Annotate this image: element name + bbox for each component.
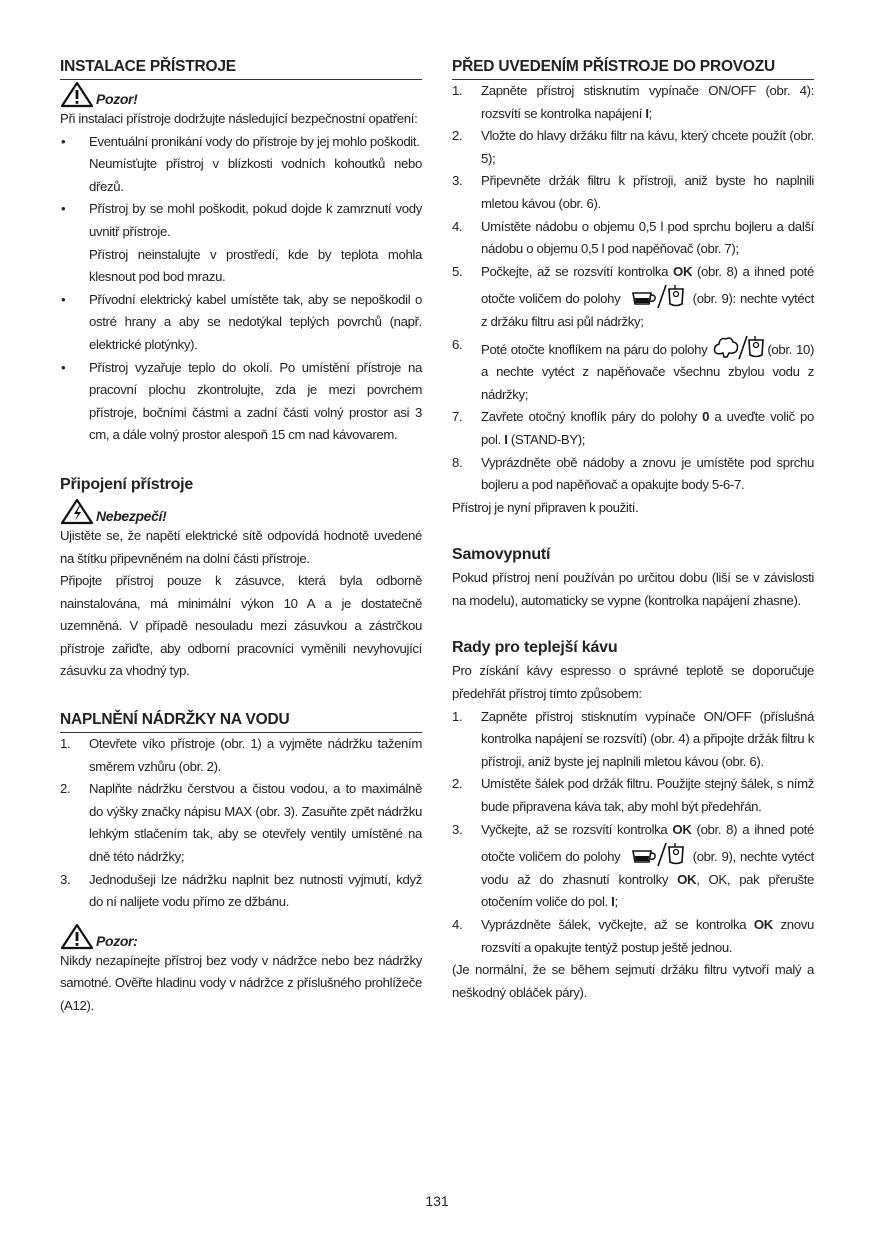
auto-off-heading: Samovypnutí xyxy=(452,546,551,564)
step-text: Vyprázdněte šálek, vyčkejte, až se kontrolka xyxy=(481,917,754,932)
step-text: (obr. 8) a ihned poté otočte voličem do polohy xyxy=(481,263,814,307)
position-symbol: I xyxy=(504,431,508,447)
step-item xyxy=(452,706,814,774)
ok-indicator-label: OK xyxy=(672,821,692,837)
step-text: znovu rozsvítí a opakujte tentýž postup ještě jednou. xyxy=(481,917,814,955)
step-item xyxy=(60,869,422,914)
step-number: 4. xyxy=(452,218,463,234)
step-text: Umístěte šálek pod držák filtru. Použijte stejný šálek, s nímž bude připravena káva tak, aby mohl být předehřán. xyxy=(481,776,814,815)
bullet-item xyxy=(60,357,422,447)
step-text: Jednodušeji lze nádržku naplnit bez nutnosti vyjmutí, když do ní nalijete vodu přímo ze džbánu. xyxy=(89,871,422,910)
bullet-text: Přístroj neinstalujte v prostředí, kde by teplota mohla klesnout pod bod mrazu. xyxy=(89,246,422,285)
step-text: Zapněte přístroj stisknutím vypínače ON/OFF (obr. 4): rozsvítí se kontrolka napájení xyxy=(481,83,814,121)
step-text: ; xyxy=(614,894,618,910)
step-text: Poté otočte knoflíkem na páru do polohy xyxy=(481,341,708,357)
coffee-cup-selector-icon xyxy=(624,841,688,867)
installation-heading: INSTALACE PŘÍSTROJE xyxy=(60,56,422,80)
step-number: 1. xyxy=(60,736,71,752)
step-number: 1. xyxy=(452,708,463,724)
before-use-steps xyxy=(452,80,814,497)
bullet-item xyxy=(60,198,422,288)
step-text: a uveďte volič po pol. xyxy=(481,409,815,447)
filling-warning xyxy=(60,922,422,950)
warning-label: Pozor! xyxy=(96,91,138,107)
connection-paragraph: Ujistěte se, že napětí elektrické sítě odpovídá hodnotě uvedené na štítku připevněném na dolní části přístroje. xyxy=(60,527,422,566)
filling-warning-text: Nikdy nezapínejte přístroj bez vody v nádržce nebo bez nádržky samotné. Ověřte hladinu vody v nádržce z příslušného prohlížeče (A12). xyxy=(60,952,422,1013)
steam-selector-icon xyxy=(711,334,767,360)
step-text: Vyčkejte, až se rozsvítí kontrolka xyxy=(481,821,673,837)
hotter-intro: Pro získání kávy espresso o správné teplotě se doporučuje předehřát přístroj tímto způsobem: xyxy=(452,663,814,702)
step-item xyxy=(452,914,814,959)
step-item xyxy=(452,125,814,170)
step-item xyxy=(60,778,422,868)
left-column xyxy=(60,56,422,1018)
step-text: (obr. 10) a nechte vytéct z napěňovače všechnu zbylou vodu z nádržky; xyxy=(481,341,814,402)
before-use-heading: PŘED UVEDENÍM PŘÍSTROJE DO PROVOZU xyxy=(452,56,814,80)
step-item xyxy=(452,216,814,261)
step-text: Připevněte držák filtru k přístroji, aniž byste ho naplnili mletou kávou (obr. 6). xyxy=(481,173,814,211)
position-symbol: 0 xyxy=(702,409,710,425)
hotter-steps xyxy=(452,706,814,960)
warning-triangle-icon xyxy=(60,81,94,108)
bullet-item xyxy=(60,289,422,357)
bullet-text: • Přístroj by se mohl poškodit, pokud dojde k zamrznutí vody uvnitř přístroje. xyxy=(89,201,422,239)
bullet-text: • Přívodní elektrický kabel umístěte tak, aby se nepoškodil o ostré hrany a aby se nedotýkal teplých povrchů (např. elektrické plotýnky). xyxy=(89,291,422,352)
connection-warning xyxy=(60,497,422,525)
step-number: 8. xyxy=(452,454,463,470)
step-number: 2. xyxy=(60,781,71,797)
step-text: Naplňte nádržku čerstvou a čistou vodou, a to maximálně do výšky značky nápisu MAX (obr. 3). Zasuňte zpět nádržku lehkým stlačením tak, aby se otevřely ventily umístěné na dně této nádržky; xyxy=(89,781,422,865)
connection-heading: Připojení přístroje xyxy=(60,475,194,493)
ok-indicator-label: OK xyxy=(673,263,693,279)
bullet-text: • Eventuální pronikání vody do přístroje by jej mohlo poškodit. xyxy=(89,133,420,149)
step-text: (obr. 9): nechte vytéct z držáku filtru asi půl nádržky; xyxy=(481,291,814,329)
step-item xyxy=(452,452,814,497)
step-text: ; xyxy=(648,105,652,121)
step-number: 3. xyxy=(60,871,71,887)
step-item xyxy=(452,170,814,215)
electric-hazard-icon xyxy=(60,498,94,525)
hotter-note: (Je normální, že se během sejmutí držáku filtru vytvoří malý a neškodný obláček páry). xyxy=(452,962,814,1000)
indicator-symbol: I xyxy=(645,105,649,121)
step-text: Zavřete otočný knoflík páry do polohy xyxy=(481,409,703,425)
hotter-coffee-heading: Rady pro teplejší kávu xyxy=(452,639,618,657)
warning-label: Nebezpečí! xyxy=(96,507,167,524)
installation-warning xyxy=(60,80,422,108)
filling-steps xyxy=(60,733,422,914)
step-number: 2. xyxy=(452,128,463,144)
warning-triangle-icon xyxy=(60,923,94,950)
step-number: 2. xyxy=(452,776,463,792)
step-text: (obr. 8) a ihned poté otočte voličem do polohy xyxy=(481,821,814,865)
ready-text: Přístroj je nyní připraven k použití. xyxy=(452,499,639,515)
step-item xyxy=(452,819,814,914)
step-number: 3. xyxy=(452,821,463,837)
right-column xyxy=(452,56,814,1004)
step-number: 1. xyxy=(452,83,463,98)
step-text: Vložte do hlavy držáku filtr na kávu, který chcete použít (obr. 5); xyxy=(481,128,814,166)
warning-label: Pozor: xyxy=(96,932,138,949)
installation-intro: Při instalaci přístroje dodržujte následující bezpečnostní opatření: xyxy=(60,111,418,126)
bullet-text: • Přístroj vyzařuje teplo do okolí. Po umístění přístroje na pracovní plochu zkontrolujte, zda je mezi povrchem přístroje, bočními částmi a zadní části volný prostor asi 3 cm, a dále volný prostor alespoň 15 cm nad kávovarem. xyxy=(89,359,422,443)
step-item xyxy=(452,334,814,407)
ok-indicator-label: OK xyxy=(753,917,773,932)
coffee-cup-selector-icon xyxy=(624,283,688,309)
step-text: Umístěte nádobu o objemu 0,5 l pod sprchu bojleru a další nádobu o objemu 0,5 l pod napěňovač (obr. 7); xyxy=(481,218,814,257)
installation-bullets xyxy=(60,131,422,447)
step-number: 7. xyxy=(452,409,463,425)
position-symbol: I xyxy=(611,894,615,910)
step-item xyxy=(452,773,814,818)
step-item xyxy=(452,80,814,125)
step-text: Počkejte, až se rozsvítí kontrolka xyxy=(481,263,674,279)
step-number: 6. xyxy=(452,336,463,352)
step-item xyxy=(452,261,814,334)
step-text: Vyprázdněte obě nádoby a znovu je umístěte pod sprchu bojleru a pod napěňovač a opakujte body 5-6-7. xyxy=(481,454,814,493)
step-text: Zapněte přístroj stisknutím vypínače ON/OFF (příslušná kontrolka napájení se rozsvítí) (obr. 4) a připojte držák filtru k přístroji, aniž byste jej naplnili mletou kávou (obr. 6). xyxy=(481,708,814,769)
connection-paragraph: Připojte přístroj pouze k zásuvce, která byla odborně nainstalována, má minimální výkon 10 A a je dostatečně uzemněná. V případě nesouladu mezi zásuvkou a zástrčkou přístroje zařiďte, aby odborní pracovníci vyměnili nevyhovující zásuvku za vhodný typ. xyxy=(60,573,422,679)
bullet-item xyxy=(60,131,422,199)
filling-heading: NAPLNĚNÍ NÁDRŽKY NA VODU xyxy=(60,709,422,733)
step-number: 4. xyxy=(452,917,463,932)
ok-indicator-label: OK xyxy=(677,871,697,887)
step-item xyxy=(452,406,814,451)
step-text: , OK, pak přerušte otočením voliče do pol. xyxy=(481,871,814,910)
auto-off-text: Pokud přístroj není používán po určitou dobu (liší se v závislosti na modelu), automaticky se vypne (kontrolka napájení zhasne). xyxy=(452,570,814,608)
step-text: (obr. 9), nechte vytéct vodu až do zhasnutí kontrolky xyxy=(481,849,814,887)
step-text: Otevřete víko přístroje (obr. 1) a vyjměte nádržku tažením směrem vzhůru (obr. 2). xyxy=(89,736,422,774)
step-item xyxy=(60,733,422,778)
step-text: (STAND-BY); xyxy=(507,431,586,447)
bullet-text: Neumísťujte přístroj v blízkosti vodních kohoutků nebo dřezů. xyxy=(89,156,422,194)
step-number: 5. xyxy=(452,263,463,279)
page-number: 131 xyxy=(425,1193,449,1209)
step-number: 3. xyxy=(452,173,463,189)
